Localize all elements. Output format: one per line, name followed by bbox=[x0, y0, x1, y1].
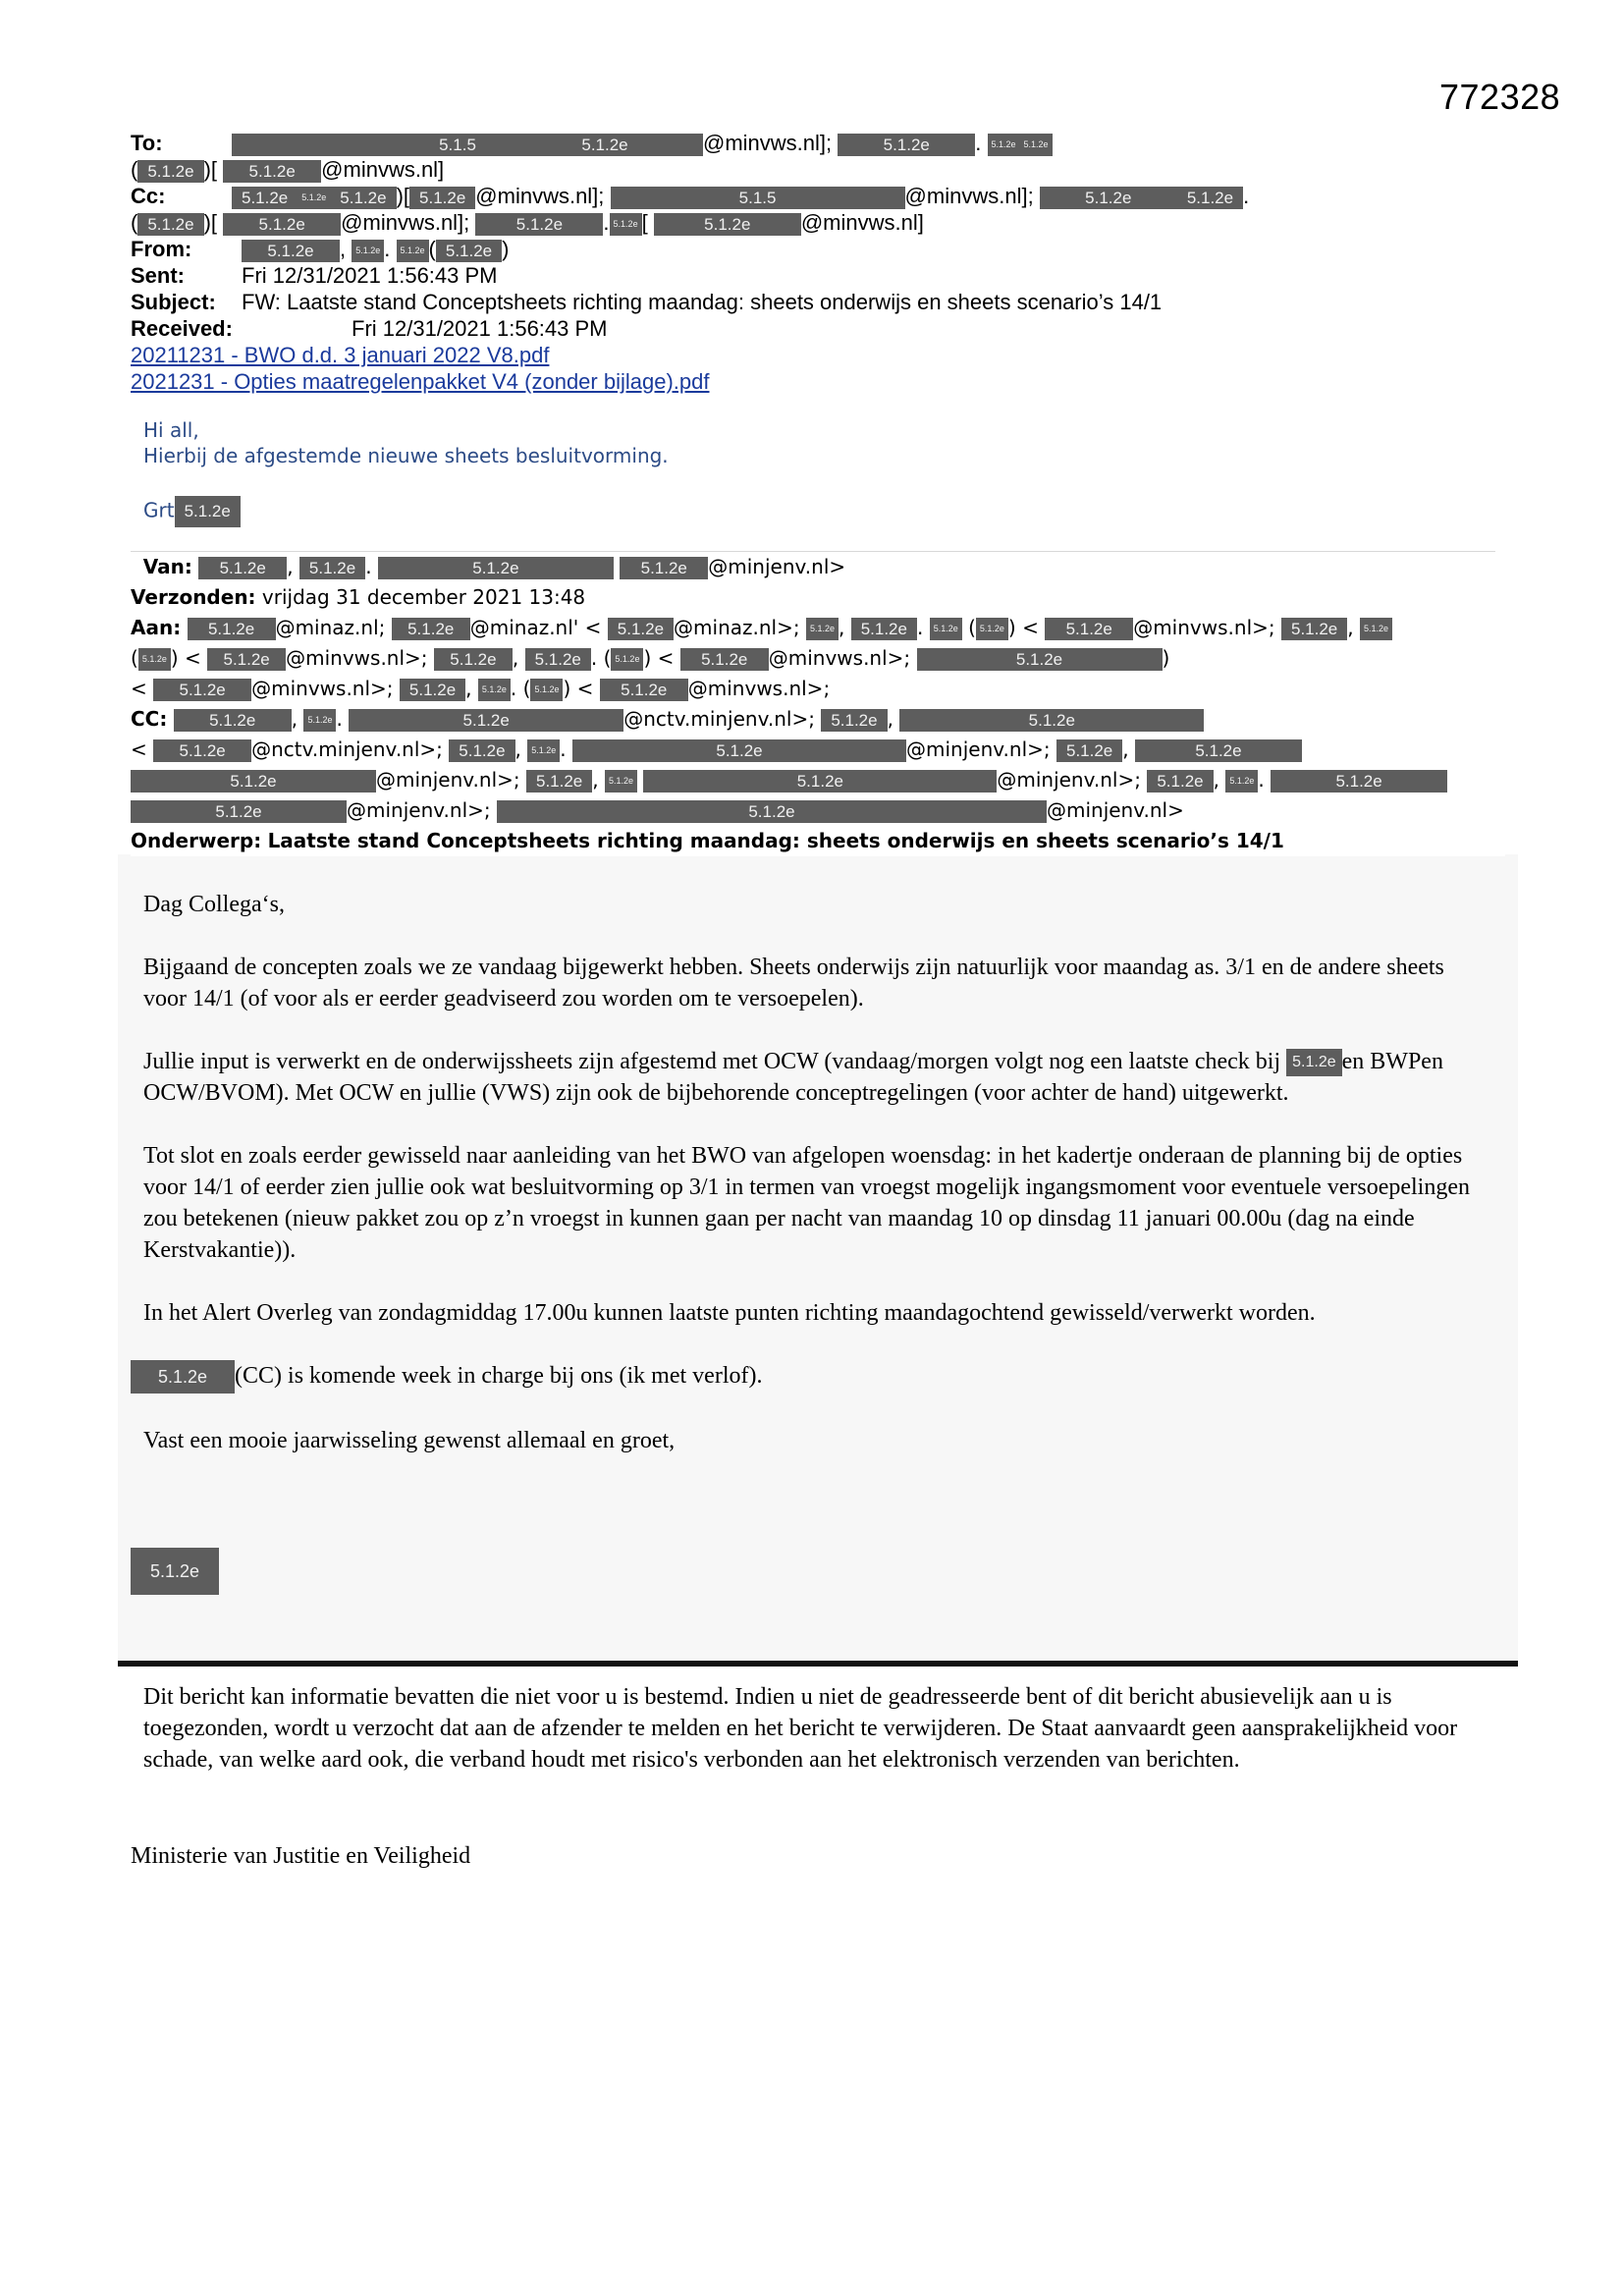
redaction: 5.1.2e bbox=[175, 496, 241, 527]
footer-divider bbox=[118, 1661, 1518, 1667]
redaction: 5.1.2e bbox=[1177, 187, 1243, 209]
signoff-text: Grt bbox=[143, 498, 175, 522]
onderwerp-row bbox=[131, 826, 1505, 856]
redaction: 5.1.5 bbox=[232, 134, 683, 156]
redaction: 5.1.2e bbox=[397, 240, 429, 262]
redaction: 5.1.2e bbox=[611, 648, 643, 671]
cc-row-2: ( 5.1.2e )[ 5.1.2e @minvws.nl]; 5.1.2e . 5.1.2e [ 5.1.2e @minvws.nl] bbox=[131, 210, 924, 235]
redaction: 5.1.2e bbox=[131, 800, 347, 823]
domain-text: @minjenv.nl>; bbox=[376, 768, 520, 792]
domain-text: @minjenv.nl> bbox=[708, 555, 846, 578]
ministry-name: Ministerie van Justitie en Veiligheid bbox=[131, 1843, 471, 1869]
body-paragraph bbox=[143, 1046, 1489, 1109]
subject-row bbox=[131, 289, 1525, 315]
redaction: 5.1.2e bbox=[1040, 187, 1177, 209]
attachment-row bbox=[131, 368, 1525, 395]
redaction: 5.1.2e bbox=[137, 213, 203, 236]
redaction: 5.1.2e bbox=[851, 618, 917, 640]
domain-text: @minjenv.nl>; bbox=[997, 768, 1141, 792]
salutation: Dag Collega‘s, bbox=[143, 892, 285, 917]
redaction: 5.1.2e bbox=[400, 679, 465, 701]
redaction: 5.1.2e bbox=[806, 618, 839, 640]
signature-redaction bbox=[131, 1548, 219, 1595]
redaction: 5.1.2e bbox=[299, 557, 365, 579]
redaction: 5.1.2e bbox=[1271, 770, 1447, 793]
redaction: 5.1.2e bbox=[527, 739, 560, 762]
redaction: 5.1.2e bbox=[899, 709, 1204, 732]
redaction: 5.1.2e bbox=[153, 739, 251, 762]
redaction: 5.1.2e bbox=[654, 213, 801, 236]
received-label: Received: bbox=[131, 316, 233, 341]
domain-text: @minvws.nl>; bbox=[687, 677, 831, 700]
redaction: 5.1.2e bbox=[137, 160, 203, 183]
attachment-link[interactable]: 20211231 - BWO d.d. 3 januari 2022 V8.pdf bbox=[131, 343, 550, 367]
verzonden-label: Verzonden: bbox=[131, 585, 256, 609]
domain-text: @minvws.nl] bbox=[321, 157, 445, 182]
document-number: 772328 bbox=[1439, 77, 1561, 117]
redaction: 5.1.2e bbox=[242, 240, 340, 262]
domain-text: @minaz.nl; bbox=[275, 616, 386, 639]
body-paragraph: In het Alert Overleg van zondagmiddag 17.00u kunnen laatste punten richting maandagochtend gewisseld/verwerkt worden. bbox=[143, 1300, 1316, 1326]
redaction: 5.1.2e bbox=[530, 679, 563, 701]
subject-value: FW: Laatste stand Conceptsheets richting maandag: sheets onderwijs en sheets scenario’s 14/1 bbox=[242, 290, 1163, 314]
cc-row-3: 5.1.2e @minjenv.nl>; 5.1.2e , 5.1.2e 5.1.2e @minjenv.nl>; 5.1.2e , 5.1.2e . 5.1.2e bbox=[131, 765, 1505, 795]
redaction: 5.1.2e bbox=[223, 213, 341, 236]
aan-row-3: < 5.1.2e @minvws.nl>; 5.1.2e , 5.1.2e . ( 5.1.2e ) < 5.1.2e @minvws.nl>; bbox=[131, 677, 831, 700]
onderwerp-label: Onderwerp: bbox=[131, 829, 262, 852]
redaction: 5.1.2e bbox=[838, 134, 975, 156]
cc-label: Cc: bbox=[131, 184, 166, 208]
redaction: 5.1.2e bbox=[1056, 739, 1122, 762]
cc-row: CC: 5.1.2e , 5.1.2e . 5.1.2e @nctv.minjenv.nl>; 5.1.2e , 5.1.2e bbox=[131, 704, 1505, 735]
body-paragraph bbox=[131, 1360, 1489, 1394]
cc-row: Cc: 5.1.2e 5.1.2e 5.1.2e )[ 5.1.2e @minvws.nl]; 5.1.5 @minvws.nl]; 5.1.2e 5.1.2e . bbox=[131, 184, 1250, 208]
to-label: To: bbox=[131, 131, 163, 155]
redaction: 5.1.2e bbox=[1281, 618, 1347, 640]
domain-text: @nctv.minjenv.nl>; bbox=[251, 738, 443, 761]
domain-text: @minvws.nl>; bbox=[1133, 616, 1275, 639]
redaction: 5.1.2e bbox=[1045, 618, 1133, 640]
verzonden-row bbox=[131, 582, 1505, 613]
greeting-block bbox=[143, 417, 669, 468]
domain-text: @minvws.nl]; bbox=[904, 184, 1034, 208]
forwarded-header bbox=[131, 552, 1505, 856]
van-row: Van: 5.1.2e , 5.1.2e . 5.1.2e 5.1.2e @minjenv.nl> bbox=[142, 555, 846, 578]
domain-text: @minjenv.nl>; bbox=[347, 798, 491, 822]
redaction: 5.1.2e bbox=[303, 709, 336, 732]
domain-text: @minaz.nl>; bbox=[674, 616, 800, 639]
body-text: (CC) is komende week in charge bij ons (ik met verlof). bbox=[235, 1363, 763, 1389]
body-text: en BWPen OCW/BVOM). Met OCW en jullie (VWS) zijn ook de bijbehorende conceptregelingen (voor achter de hand) uitgewerkt. bbox=[143, 1049, 1443, 1106]
domain-text: @minvws.nl>; bbox=[286, 646, 428, 670]
redaction: 5.1.2e bbox=[174, 709, 292, 732]
redaction: 5.1.2e bbox=[917, 648, 1163, 671]
redaction: 5.1.2e bbox=[1286, 1049, 1341, 1076]
aan-row: Aan: 5.1.2e @minaz.nl; 5.1.2e @minaz.nl' < 5.1.2e @minaz.nl>; 5.1.2e , 5.1.2e . 5.1.2e ( 5.1.2e ) < 5.1.2e @minvws.nl>; 5.1.2e , 5.1.2e bbox=[131, 613, 1505, 643]
domain-text: @nctv.minjenv.nl>; bbox=[623, 707, 815, 731]
redaction: 5.1.2e bbox=[1135, 739, 1302, 762]
greeting-line: Hi all, bbox=[143, 418, 199, 442]
redaction: 5.1.2e bbox=[198, 557, 287, 579]
received-row bbox=[131, 315, 1525, 342]
received-value: Fri 12/31/2021 1:56:43 PM bbox=[352, 316, 608, 341]
sent-row bbox=[131, 262, 1525, 289]
redaction: 5.1.2e bbox=[436, 240, 502, 262]
redaction: 5.1.2e bbox=[138, 648, 171, 671]
redaction: 5.1.2e bbox=[349, 709, 623, 732]
redaction: 5.1.2e bbox=[643, 770, 997, 793]
attachment-link[interactable]: 2021231 - Opties maatregelenpakket V4 (zonder bijlage).pdf bbox=[131, 369, 710, 394]
greeting-line: Hierbij de afgestemde nieuwe sheets besluitvorming. bbox=[143, 444, 669, 467]
redaction: 5.1.2e bbox=[620, 557, 708, 579]
domain-text: @minvws.nl>; bbox=[768, 646, 911, 670]
redaction: 5.1.2e bbox=[131, 1360, 235, 1394]
cc-label: CC: bbox=[131, 707, 168, 731]
sent-label: Sent: bbox=[131, 263, 185, 288]
domain-text: @minaz.nl' < bbox=[469, 616, 602, 639]
redaction: 5.1.2e bbox=[232, 187, 298, 209]
domain-text: @minvws.nl>; bbox=[251, 677, 394, 700]
domain-text: @minjenv.nl>; bbox=[906, 738, 1051, 761]
to-row: To: 5.1.5 5.1.2e @minvws.nl]; 5.1.2e . 5.1.2e 5.1.2e bbox=[131, 130, 1525, 156]
email-header bbox=[131, 130, 1525, 395]
redaction: 5.1.2e bbox=[207, 648, 286, 671]
redaction: 5.1.2e bbox=[572, 739, 906, 762]
redaction: 5.1.2e bbox=[497, 800, 1047, 823]
redaction: 5.1.5 bbox=[611, 187, 905, 209]
redaction: 5.1.2e bbox=[680, 648, 769, 671]
domain-text: @minjenv.nl> bbox=[1046, 798, 1184, 822]
redaction: 5.1.2e bbox=[976, 618, 1008, 640]
domain-text: @minvws.nl]; bbox=[341, 210, 470, 235]
redaction: 5.1.2e bbox=[131, 770, 376, 793]
redaction: 5.1.2e bbox=[378, 557, 614, 579]
domain-text: @minvws.nl]; bbox=[475, 184, 605, 208]
redaction: 5.1.2e bbox=[988, 134, 1020, 156]
redaction: 5.1.2e bbox=[1147, 770, 1213, 793]
redaction: 5.1.2e bbox=[605, 770, 637, 793]
aan-label: Aan: bbox=[131, 616, 182, 639]
redaction: 5.1.2e bbox=[475, 213, 603, 236]
domain-text: @minvws.nl] bbox=[800, 210, 924, 235]
to-row-2: ( 5.1.2e )[ 5.1.2e @minvws.nl] bbox=[131, 157, 445, 182]
cc-row-4 bbox=[131, 795, 1505, 826]
body-paragraph: Bijgaand de concepten zoals we ze vandaag bijgewerkt hebben. Sheets onderwijs zijn natuurlijk voor maandag as. 3/1 en de andere sheets voor 14/1 (of voor als er eerder geadviseerd zou worden om te versoepelen). bbox=[143, 955, 1444, 1011]
redaction: 5.1.2e bbox=[610, 213, 642, 236]
aan-row-2: ( 5.1.2e ) < 5.1.2e @minvws.nl>; 5.1.2e , 5.1.2e . ( 5.1.2e ) < 5.1.2e @minvws.nl>; 5.1.2e ) bbox=[131, 646, 1170, 670]
redaction: 5.1.2e bbox=[409, 187, 475, 209]
message-body bbox=[143, 889, 1489, 1488]
redaction: 5.1.2e bbox=[434, 648, 513, 671]
sent-value: Fri 12/31/2021 1:56:43 PM bbox=[242, 263, 498, 288]
verzonden-value: vrijdag 31 december 2021 13:48 bbox=[261, 585, 586, 609]
redaction: 5.1.2e bbox=[821, 709, 887, 732]
redaction: 5.1.2e bbox=[392, 618, 470, 640]
redaction: 5.1.2e bbox=[188, 618, 276, 640]
redaction: 5.1.2e bbox=[608, 618, 674, 640]
redaction: 5.1.2e bbox=[449, 739, 514, 762]
redaction: 5.1.2e bbox=[298, 187, 330, 209]
redaction: 5.1.2e bbox=[223, 160, 321, 183]
redaction: 5.1.2e bbox=[1020, 134, 1053, 156]
subject-label: Subject: bbox=[131, 290, 216, 314]
redaction: 5.1.2e bbox=[507, 134, 703, 156]
onderwerp-value: Laatste stand Conceptsheets richting maandag: sheets onderwijs en sheets scenario’s 14/1 bbox=[267, 829, 1284, 852]
body-text: Jullie input is verwerkt en de onderwijssheets zijn afgestemd met OCW (vandaag/morgen volgt nog een laatste check bij bbox=[143, 1049, 1281, 1074]
body-paragraph: Tot slot en zoals eerder gewisseld naar aanleiding van het BWO van afgelopen woensdag: in het kadertje onderaan de planning bij de opties voor 14/1 of eerder zien jullie ook wat besluitvorming op 3/1 in termen van vroegst mogelijk ingangsmoment voor eventuele versoepelingen zou betekenen (nieuw pakket zou op z’n vroegst in kunnen gaan per nacht van maandag 10 op dinsdag 11 januari 00.00u (dag na einde Kerstvakantie)). bbox=[143, 1143, 1470, 1263]
redaction: 5.1.2e bbox=[930, 618, 962, 640]
domain-text: @minvws.nl]; bbox=[703, 131, 833, 155]
redaction: 5.1.2e bbox=[352, 240, 384, 262]
disclaimer: Dit bericht kan informatie bevatten die niet voor u is bestemd. Indien u niet de geadresseerde bent of dit bericht abusievelijk aan u is toegezonden, wordt u verzocht dat aan de afzender te melden en het bericht te verwijderen. De Staat aanvaardt geen aansprakelijkheid voor schade, van welke aard ook, die verband houdt met risico's verbonden aan het elektronisch verzenden van berichten. bbox=[143, 1684, 1458, 1773]
redaction: 5.1.2e bbox=[1225, 770, 1258, 793]
from-row: From: 5.1.2e , 5.1.2e . 5.1.2e ( 5.1.2e ) bbox=[131, 237, 510, 261]
body-paragraph: Vast een mooie jaarwisseling gewenst allemaal en groet, bbox=[143, 1428, 676, 1454]
redaction: 5.1.2e bbox=[478, 679, 511, 701]
van-label: Van: bbox=[142, 555, 192, 578]
greeting-signoff bbox=[143, 496, 241, 527]
redaction: 5.1.2e bbox=[526, 770, 592, 793]
redaction: 5.1.2e bbox=[525, 648, 591, 671]
redaction: 5.1.2e bbox=[131, 1548, 219, 1595]
from-label: From: bbox=[131, 237, 192, 261]
redaction: 5.1.2e bbox=[1360, 618, 1392, 640]
attachment-row bbox=[131, 342, 1525, 368]
cc-row-2: < 5.1.2e @nctv.minjenv.nl>; 5.1.2e , 5.1.2e . 5.1.2e @minjenv.nl>; 5.1.2e , 5.1.2e bbox=[131, 735, 1505, 765]
redaction: 5.1.2e bbox=[153, 679, 251, 701]
redaction: 5.1.2e bbox=[600, 679, 688, 701]
redaction: 5.1.2e bbox=[330, 187, 396, 209]
